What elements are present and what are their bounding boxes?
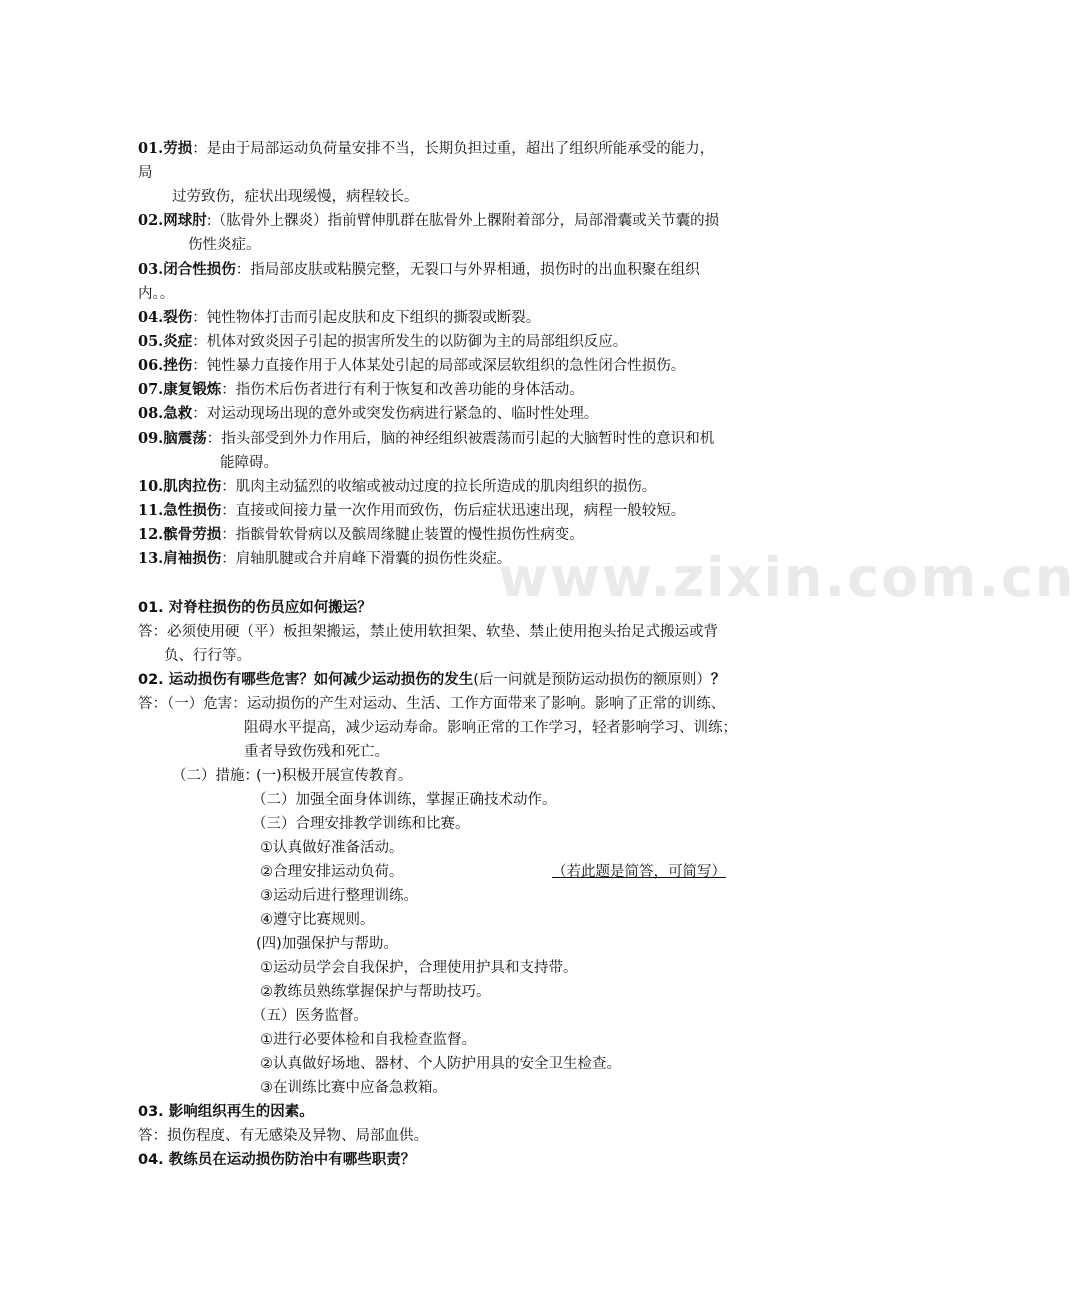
definition-01-cont: 过劳致伤，症状出现缓慢，病程较长。 (172, 189, 419, 205)
definition-05: 05.炎症：机体对致炎因子引起的损害所发生的以防御为主的局部组织反应。 (138, 333, 628, 350)
measure-5: （五）医务监督。 (252, 1008, 368, 1024)
definition-09: 09.脑震荡：指头部受到外力作用后，脑的神经组织被震荡而引起的大脑暂时性的意识和机 (138, 430, 715, 447)
measure-3-item: ①认真做好准备活动。 (260, 840, 404, 856)
definition-11: 11.急性损伤：直接或间接力量一次作用而致伤，伤后症状迅速出现，病程一般较短。 (138, 502, 686, 519)
question-03-answer: 答：损伤程度、有无感染及异物、局部血供。 (138, 1128, 428, 1144)
measure-5-item: ②认真做好场地、器材、个人防护用具的安全卫生检查。 (260, 1056, 621, 1072)
measure-5-item: ①进行必要体检和自我检查监督。 (260, 1032, 476, 1048)
definition-10: 10.肌肉拉伤：肌肉主动猛烈的收缩或被动过度的拉长所造成的肌肉组织的损伤。 (138, 478, 657, 495)
definition-03-cont: 内。。 (138, 286, 175, 302)
measure-5-item: ③在训练比赛中应备急救箱。 (260, 1080, 447, 1096)
measure-3-item: ③运动后进行整理训练。 (260, 888, 418, 904)
definition-13: 13.肩袖损伤：肩轴肌腱或合并肩峰下滑囊的损伤性炎症。 (138, 550, 512, 567)
measure-3-item: ④遵守比赛规则。 (260, 912, 375, 928)
definition-09-cont: 能障碍。 (220, 455, 278, 471)
measure-2: （二）加强全面身体训练，掌握正确技术动作。 (252, 792, 557, 808)
definition-02-cont: 伤性炎症。 (188, 237, 261, 253)
definition-07: 07.康复锻炼：指伤术后伤者进行有利于恢复和改善功能的身体活动。 (138, 381, 584, 398)
measure-4-item: ②教练员熟练掌握保护与帮助技巧。 (260, 984, 491, 1000)
definition-03: 03.闭合性损伤：指局部皮肤或粘膜完整，无裂口与外界相通，损伤时的出血积聚在组织 (138, 261, 700, 278)
definition-08: 08.急救：对运动现场出现的意外或突发伤病进行紧急的、临时性处理。 (138, 405, 599, 422)
harm-line-2: 阻碍水平提高，减少运动寿命。影响正常的工作学习，轻者影响学习、训练； (244, 720, 737, 736)
definition-04: 04.裂伤：钝性物体打击而引起皮肤和皮下组织的撕裂或断裂。 (138, 309, 541, 326)
question-02-title: 02. 运动损伤有哪些危害？如何减少运动损伤的发生(后一问就是预防运动损伤的额原则）？ (138, 672, 726, 688)
definition-12: 12.髌骨劳损：指髌骨软骨病以及髌周缘腱止装置的慢性损伤性病变。 (138, 526, 584, 543)
definition-01: 01.劳损：是由于局部运动负荷量安排不当，长期负担过重，超出了组织所能承受的能力， (138, 140, 715, 157)
definition-02: 02.网球肘:（肱骨外上髁炎）指前臂伸肌群在肱骨外上髁附着部分，局部滑囊或关节囊的损 (138, 212, 720, 229)
definition-01-cont: 局 (138, 165, 153, 181)
question-01-title: 01. 对脊柱损伤的伤员应如何搬运？ (138, 600, 372, 616)
measure-4: (四)加强保护与帮助。 (256, 936, 398, 952)
measure-3: （三）合理安排教学训练和比赛。 (252, 816, 470, 832)
measures-label: （二）措施： (172, 768, 259, 784)
question-03-title: 03. 影响组织再生的因素。 (138, 1104, 314, 1120)
harm-line-3: 重者导致伤残和死亡。 (244, 744, 389, 760)
watermark: www.zixin.com.cn (498, 546, 1075, 609)
measure-4-item: ①运动员学会自我保护，合理使用护具和支持带。 (260, 960, 578, 976)
question-01-answer-cont: 负、行行等。 (164, 648, 251, 664)
question-01-answer: 答：必须使用硬（平）板担架搬运，禁止使用软担架、软垫、禁止使用抱头抬足式搬运或背 (138, 624, 718, 640)
measure-1: (一)积极开展宣传教育。 (256, 768, 413, 784)
question-04-title: 04. 教练员在运动损伤防治中有哪些职责？ (138, 1152, 416, 1168)
short-answer-note: （若此题是简答，可简写） (552, 864, 726, 880)
definition-06: 06.挫伤：钝性暴力直接作用于人体某处引起的局部或深层软组织的急性闭合性损伤。 (138, 357, 686, 374)
measure-3-item: ②合理安排运动负荷。 (260, 864, 404, 880)
harm-line-1: 答：（一）危害：运动损伤的产生对运动、生活、工作方面带来了影响。影响了正常的训练、 (138, 696, 726, 712)
